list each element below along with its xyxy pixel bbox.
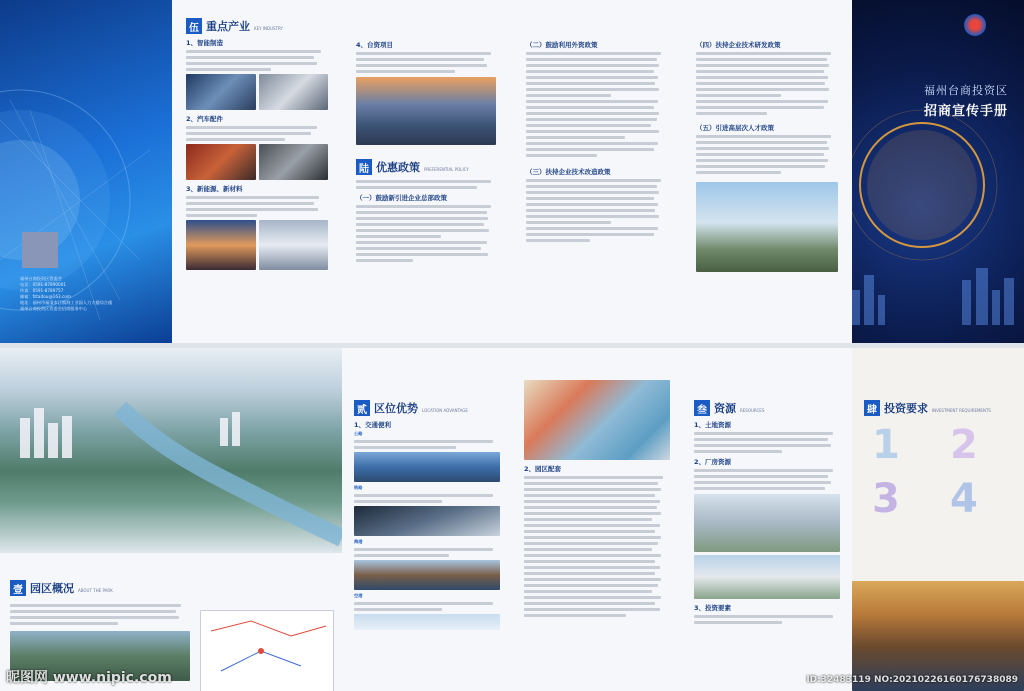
subsection-title: 3、投资要素 bbox=[694, 604, 732, 612]
location-panel bbox=[342, 348, 512, 691]
subsection-title: 1、交通便利 bbox=[354, 421, 392, 429]
map-graphic bbox=[201, 611, 333, 691]
section-title-en: LOCATION ADVANTAGE bbox=[422, 407, 468, 413]
airplane-image bbox=[354, 614, 500, 630]
section-number: 陆 bbox=[356, 159, 372, 175]
section-number: 贰 bbox=[354, 400, 370, 416]
resources-panel bbox=[682, 348, 852, 691]
qr-code bbox=[22, 232, 58, 268]
cover-title-line2: 招商宣传手册 bbox=[923, 104, 1008, 119]
requirement-number: 1 bbox=[872, 422, 900, 468]
subsection-title: 2、厂房资源 bbox=[694, 458, 732, 466]
front-cover-panel bbox=[852, 0, 1024, 343]
section-title-en: INVESTMENT REQUIREMENTS bbox=[932, 407, 991, 413]
requirement-number: 4 bbox=[950, 476, 978, 522]
factory-aerial-image bbox=[694, 494, 840, 552]
policy-panel-3 bbox=[682, 0, 852, 343]
section-header bbox=[354, 400, 500, 416]
location-map bbox=[200, 610, 334, 691]
subsection-title: 2、汽车配件 bbox=[186, 115, 224, 123]
contact-block bbox=[20, 276, 150, 312]
facilities-panel bbox=[512, 348, 682, 691]
subsection-title: 1、智能制造 bbox=[186, 39, 224, 47]
building-image bbox=[696, 182, 838, 272]
transport-label: 空港 bbox=[354, 593, 363, 598]
section-title: 资源 bbox=[714, 402, 736, 415]
robot-face-image bbox=[259, 74, 329, 110]
section-title: 优惠政策 bbox=[376, 161, 420, 174]
transport-label: 公路 bbox=[354, 431, 363, 436]
transport-label: 海港 bbox=[354, 539, 363, 544]
cover-title-line1: 福州台商投资区 bbox=[924, 84, 1008, 97]
contact-line: 地址：福州市福清市江镇海工业园人力大楼综合楼 bbox=[20, 300, 113, 305]
section-title-en: PREFERENTIAL POLICY bbox=[424, 166, 469, 172]
subsection-title: （二）鼓励利用外资政策 bbox=[526, 41, 598, 49]
section-number: 肆 bbox=[864, 400, 880, 416]
wind-turbine-closeup-image bbox=[259, 220, 329, 270]
section-title: 园区概况 bbox=[30, 582, 74, 595]
highway-image bbox=[354, 452, 500, 482]
subsection-title: 2、园区配套 bbox=[524, 465, 562, 473]
robot-image bbox=[186, 74, 256, 110]
subsection-title: 1、土地资源 bbox=[694, 421, 732, 429]
back-cover-panel bbox=[0, 0, 172, 343]
section-header bbox=[186, 18, 328, 34]
subsection-title: 4、台资项目 bbox=[356, 41, 394, 49]
subsection-title: （四）扶持企业技术研发政策 bbox=[696, 41, 781, 49]
section-number: 叁 bbox=[694, 400, 710, 416]
section-title-en: ABOUT THE PARK bbox=[78, 587, 113, 593]
subsection-title: （一）鼓励新引进企业总部政策 bbox=[356, 194, 447, 202]
planning-map bbox=[524, 380, 670, 460]
overview-panel bbox=[0, 348, 342, 691]
logo-icon bbox=[964, 14, 986, 36]
contact-line: 福州台商投资区管委会 bbox=[20, 276, 62, 281]
subsection-title: （三）扶持企业技术改造政策 bbox=[526, 168, 611, 176]
factory-buildings-image bbox=[694, 555, 840, 599]
contact-line: 传真：0591-8789757 bbox=[20, 288, 64, 293]
policy-panel-2 bbox=[512, 0, 682, 343]
transport-label: 铁路 bbox=[354, 485, 363, 490]
gears-image bbox=[259, 144, 329, 180]
wind-turbine-image bbox=[186, 220, 256, 270]
contact-line: 福州台商投资区管委会招商服务中心 bbox=[20, 306, 88, 311]
watermark-left: 昵图网 www.nipic.com bbox=[6, 670, 172, 686]
city-aerial-image bbox=[356, 77, 496, 145]
river-graphic bbox=[0, 348, 342, 553]
section-title-en: RESOURCES bbox=[740, 407, 765, 413]
policy-panel bbox=[342, 0, 512, 343]
contact-line: 邮箱：fztaitou@163.com bbox=[20, 294, 71, 299]
section-title: 重点产业 bbox=[206, 20, 250, 33]
section-number: 伍 bbox=[186, 18, 202, 34]
section-title: 区位优势 bbox=[374, 402, 418, 415]
section-header bbox=[10, 580, 190, 596]
auto-parts-image bbox=[186, 144, 256, 180]
section-number: 壹 bbox=[10, 580, 26, 596]
glowing-globe-graphic bbox=[852, 0, 1024, 343]
investment-panel bbox=[852, 348, 1024, 691]
section-header bbox=[356, 159, 498, 175]
requirement-number: 3 bbox=[872, 476, 900, 522]
subsection-title: （五）引进高层次人才政策 bbox=[696, 124, 774, 132]
train-image bbox=[354, 506, 500, 536]
subsection-title: 3、新能源、新材料 bbox=[186, 185, 243, 193]
section-header bbox=[694, 400, 840, 416]
contact-line: 电话：0591-87890001 bbox=[20, 282, 67, 287]
requirement-number: 2 bbox=[950, 422, 978, 468]
section-title-en: KEY INDUSTRY bbox=[254, 25, 283, 31]
watermark-right: ID:32483119 NO:20210226160176738089 bbox=[806, 675, 1018, 685]
port-image bbox=[354, 560, 500, 590]
section-title: 投资要求 bbox=[884, 402, 928, 415]
requirement-grid bbox=[864, 422, 1014, 532]
industry-panel bbox=[172, 0, 342, 343]
section-header bbox=[864, 400, 1014, 416]
